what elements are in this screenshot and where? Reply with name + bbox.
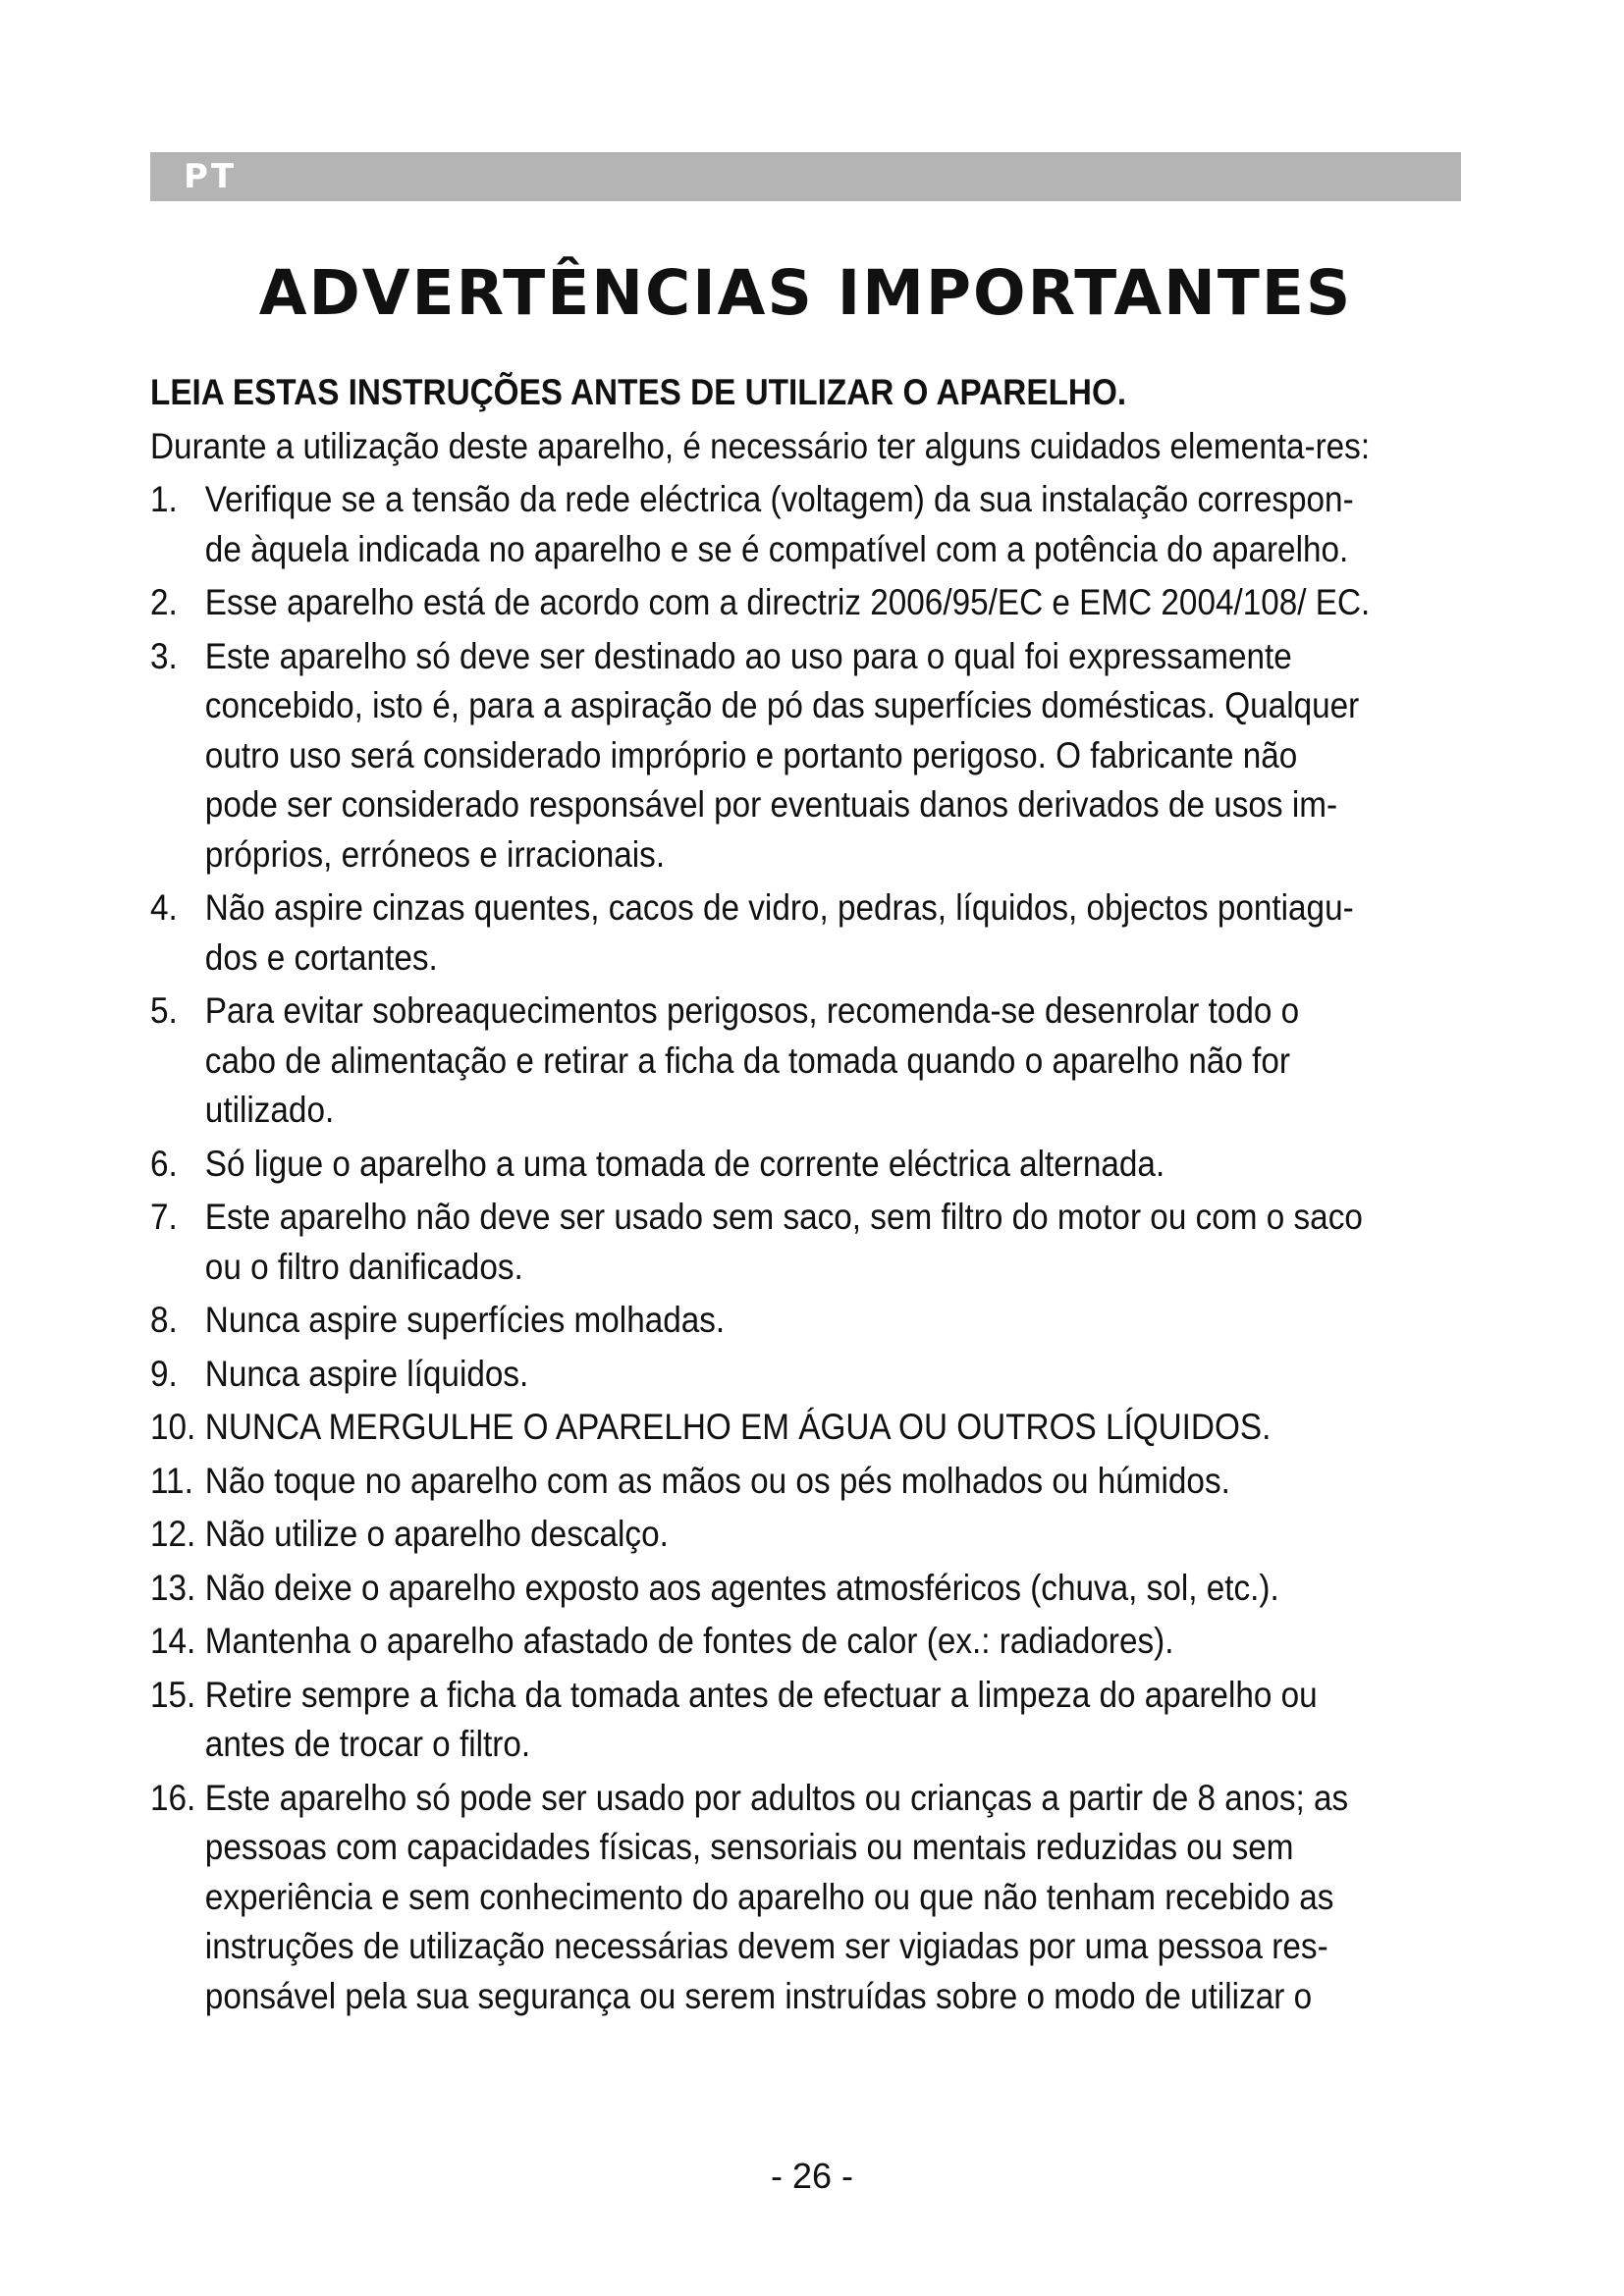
- warning-number: 5.: [150, 990, 178, 1031]
- warning-item: [150, 1403, 1379, 1453]
- warning-number: 10.: [150, 1407, 196, 1447]
- warning-text: Nunca aspire líquidos.: [204, 1353, 529, 1394]
- warning-text: Não deixe o aparelho exposto aos agentes atmosféricos (chuva, sol, etc.).: [204, 1567, 1279, 1608]
- warning-number: 12.: [150, 1514, 196, 1554]
- warning-item: [150, 1671, 1379, 1770]
- warning-item: [150, 1510, 1379, 1560]
- warning-item: [150, 1457, 1379, 1507]
- warning-text: Verifique se a tensão da rede eléctrica (voltagem) da sua instalação correspon-de àquela indicada no aparelho e se é compatível com a potência do aparelho.: [204, 479, 1354, 569]
- warning-item: [150, 1296, 1379, 1346]
- warning-text: Só ligue o aparelho a uma tomada de corrente eléctrica alternada.: [204, 1143, 1165, 1184]
- warning-number: 7.: [150, 1197, 178, 1237]
- language-code: PT: [184, 157, 238, 196]
- document-body: [150, 368, 1379, 2025]
- warning-item: [150, 1564, 1379, 1614]
- warning-number: 16.: [150, 1777, 196, 1818]
- warning-number: 1.: [150, 479, 178, 519]
- intro-paragraph: Durante a utilização deste aparelho, é necessário ter alguns cuidados elementa-res:: [150, 425, 1371, 466]
- warning-number: 13.: [150, 1567, 196, 1608]
- warning-text: Esse aparelho está de acordo com a directriz 2006/95/EC e EMC 2004/108/ EC.: [204, 582, 1371, 622]
- warning-text: Não toque no aparelho com as mãos ou os pés molhados ou húmidos.: [204, 1460, 1230, 1501]
- warning-item: [150, 1140, 1379, 1190]
- warnings-list: [150, 475, 1379, 2021]
- warning-text: NUNCA MERGULHE O APARELHO EM ÁGUA OU OUTROS LÍQUIDOS.: [204, 1407, 1272, 1447]
- warning-number: 15.: [150, 1674, 196, 1715]
- warning-item: [150, 632, 1379, 881]
- warning-number: 11.: [150, 1460, 193, 1501]
- warning-text: Este aparelho só pode ser usado por adultos ou crianças a partir de 8 anos; as pessoas com capacidades físicas, sensoriais ou mentais reduzidas ou sem experiência e sem conhecimento do aparelho ou que não tenham recebido as instruções de utilização necessárias devem ser vigiadas por uma pessoa res-ponsável pela sua segurança ou serem instruídas sobre o modo de utilizar o: [204, 1777, 1349, 2016]
- warning-item: [150, 987, 1379, 1136]
- warning-item: [150, 475, 1379, 574]
- warning-text: Mantenha o aparelho afastado de fontes de calor (ex.: radiadores).: [204, 1621, 1174, 1661]
- language-header-bar: [150, 152, 1461, 201]
- warning-item: [150, 883, 1379, 983]
- section-subtitle: LEIA ESTAS INSTRUÇÕES ANTES DE UTILIZAR O APARELHO.: [150, 372, 1127, 412]
- warning-number: 4.: [150, 887, 178, 928]
- warning-number: 14.: [150, 1621, 196, 1661]
- warning-text: Este aparelho não deve ser usado sem saco, sem filtro do motor ou com o saco ou o filtro danificados.: [204, 1197, 1363, 1287]
- warning-item: [150, 1193, 1379, 1292]
- warning-number: 8.: [150, 1300, 178, 1340]
- page-title: ADVERTÊNCIAS IMPORTANTES: [258, 257, 1353, 329]
- warning-item: [150, 1774, 1379, 2022]
- page-number: - 26 -: [770, 2156, 854, 2196]
- warning-number: 6.: [150, 1143, 178, 1184]
- warning-item: [150, 1617, 1379, 1667]
- warning-text: Não aspire cinzas quentes, cacos de vidro, pedras, líquidos, objectos pontiagu-dos e cortantes.: [204, 887, 1354, 978]
- warning-number: 9.: [150, 1353, 178, 1394]
- warning-text: Para evitar sobreaquecimentos perigosos, recomenda-se desenrolar todo o cabo de alimentação e retirar a ficha da tomada quando o aparelho não for utilizado.: [204, 990, 1300, 1130]
- warning-text: Este aparelho só deve ser destinado ao uso para o qual foi expressamente concebido, isto é, para a aspiração de pó das superfícies domésticas. Qualquer outro uso será considerado impróprio e portanto perigoso. O fabricante não pode ser considerado responsável por eventuais danos derivados de usos im-próprios, erróneos e irracionais.: [204, 635, 1360, 875]
- warning-number: 3.: [150, 635, 178, 676]
- warning-text: Nunca aspire superfícies molhadas.: [204, 1300, 726, 1340]
- warning-number: 2.: [150, 582, 178, 622]
- warning-text: Retire sempre a ficha da tomada antes de efectuar a limpeza do aparelho ou antes de trocar o filtro.: [204, 1674, 1318, 1764]
- warning-text: Não utilize o aparelho descalço.: [204, 1514, 669, 1554]
- warning-item: [150, 578, 1379, 628]
- warning-item: [150, 1350, 1379, 1400]
